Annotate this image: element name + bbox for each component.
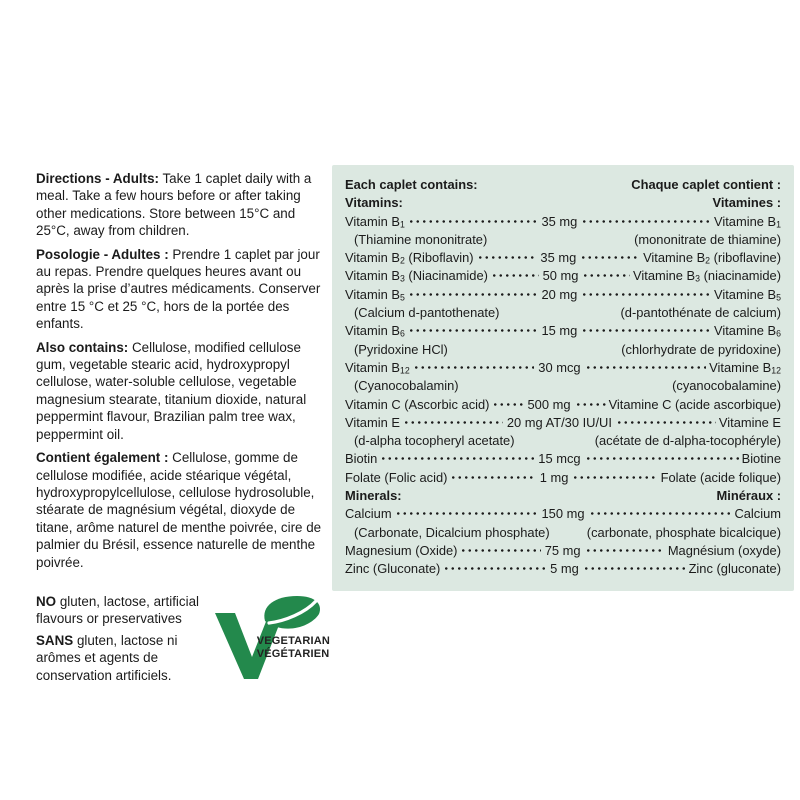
dot-leader bbox=[443, 562, 546, 574]
nutrient-name-en: Biotin bbox=[345, 451, 378, 467]
paragraph-lead: Directions - Adults: bbox=[36, 171, 159, 186]
dot-leader bbox=[403, 415, 503, 427]
nutrient-amount: 20 mg bbox=[541, 286, 578, 302]
nutrient-rows bbox=[345, 194, 781, 578]
nutrient-name-fr: Vitamine $B_3$ (niacinamide) bbox=[633, 268, 782, 285]
nutrient-name-fr: Vitamine $B_6$ bbox=[714, 323, 781, 339]
nutrient-name-en: Vitamin $B_{12}$ bbox=[345, 359, 410, 376]
paragraph-list bbox=[36, 170, 332, 571]
dot-leader bbox=[585, 452, 739, 464]
nutrient-amount: 1 mg bbox=[539, 469, 569, 485]
nutrient-source-en: (Calcium d-pantothenate) bbox=[354, 305, 500, 321]
nutrient-name-fr: Zinc (gluconate) bbox=[688, 561, 781, 577]
nutrient-name-en: Magnesium (Oxide) bbox=[345, 542, 458, 558]
nutrient-subrow bbox=[345, 304, 781, 322]
nutrient-source-en: (Pyridoxine HCl) bbox=[354, 341, 448, 357]
nutrient-row bbox=[345, 267, 781, 285]
nutrient-amount: 150 mg bbox=[541, 506, 585, 522]
nutrient-source-fr: (d-pantothénate de calcium) bbox=[620, 305, 781, 321]
paragraph-lead: Also contains: bbox=[36, 339, 129, 355]
vegetarian-badge bbox=[213, 595, 332, 679]
nutrient-source-fr: (acétate de d-alpha-tocophéryle) bbox=[594, 433, 781, 449]
dot-leader bbox=[585, 360, 707, 372]
nutrient-name-fr: Folate (acide folique) bbox=[660, 469, 782, 485]
nutrient-name-en: Vitamin $B_3$ (Niacinamide) bbox=[345, 268, 488, 285]
nutrient-subrow bbox=[345, 432, 781, 450]
dot-leader bbox=[616, 415, 716, 427]
nutrient-amount: 35 mg bbox=[540, 250, 577, 266]
nutrient-source-fr: (chlorhydrate de pyridoxine) bbox=[621, 341, 781, 357]
paragraph-lead: Posologie - Adultes : bbox=[36, 246, 169, 262]
nutrient-name-fr: Biotine bbox=[741, 451, 782, 467]
info-column bbox=[36, 170, 332, 688]
nutrient-row bbox=[345, 213, 781, 231]
nutrient-name-en: Vitamin $B_5$ bbox=[345, 286, 405, 303]
nutrient-source-en: (Carbonate, Dicalcium phosphate) bbox=[354, 524, 550, 540]
nutrient-name-fr: Vitamine C (acide ascorbique) bbox=[608, 396, 781, 412]
section-title-row bbox=[345, 487, 781, 505]
nutrient-source-fr: (cyanocobalamine) bbox=[672, 378, 781, 394]
nutrient-name-en: Vitamin $B_1$ bbox=[345, 213, 405, 230]
nutrient-name-en: Vitamin $B_6$ bbox=[345, 323, 405, 339]
nutrient-source-en: (Thiamine mononitrate) bbox=[354, 231, 488, 247]
badge-text bbox=[257, 635, 330, 662]
badge-label-en: VEGETARIAN bbox=[256, 634, 331, 647]
nutrient-name-en: Vitamin C (Ascorbic acid) bbox=[345, 396, 490, 412]
nutrient-subrow bbox=[345, 341, 781, 359]
nutrient-row bbox=[345, 359, 781, 377]
nutrient-row bbox=[345, 322, 781, 340]
dot-leader bbox=[581, 214, 711, 226]
section-title-en: Minerals: bbox=[345, 488, 402, 504]
nutrient-name-fr: Vitamine $B_5$ bbox=[714, 286, 781, 303]
nutrient-amount: 500 mg bbox=[527, 396, 571, 412]
claims-and-badge bbox=[36, 593, 332, 688]
dot-leader bbox=[491, 269, 539, 281]
dot-leader bbox=[575, 397, 606, 409]
section-title-fr: Minéraux : bbox=[716, 488, 781, 504]
nutrient-name-en: Folate (Folic acid) bbox=[345, 469, 448, 485]
nutrient-name-fr: Vitamine $B_2$ (riboflavine) bbox=[643, 250, 781, 266]
nutrient-amount: 50 mg bbox=[542, 268, 579, 284]
claim-paragraph: NO gluten, lactose, artificial flavours or preservatives bbox=[36, 593, 199, 627]
nutrient-row bbox=[345, 542, 781, 560]
dot-leader bbox=[581, 324, 711, 336]
nutrient-source-fr: (mononitrate de thiamine) bbox=[634, 231, 781, 247]
dot-leader bbox=[583, 562, 686, 574]
dot-leader bbox=[580, 251, 640, 263]
nutrient-source-fr: (carbonate, phosphate bicalcique) bbox=[586, 524, 781, 540]
dot-leader bbox=[477, 251, 537, 263]
dot-leader bbox=[581, 287, 711, 299]
nutrient-amount: 20 mg AT/30 IU/UI bbox=[506, 414, 612, 430]
paragraph-lead: Contient également : bbox=[36, 450, 169, 466]
nutrient-source-en: (Cyanocobalamin) bbox=[354, 378, 459, 394]
nutrient-row bbox=[345, 505, 781, 523]
nutrient-name-fr: Vitamine E bbox=[718, 414, 781, 430]
nutrient-row bbox=[345, 286, 781, 304]
paragraph-lead: NO bbox=[36, 593, 57, 609]
nutrient-name-fr: Magnésium (oxyde) bbox=[667, 542, 782, 558]
dot-leader bbox=[450, 470, 535, 482]
dot-leader bbox=[585, 543, 665, 555]
panel-header-en: Each caplet contains: bbox=[345, 177, 478, 192]
dot-leader bbox=[408, 324, 538, 336]
info-paragraph: Also contains: Cellulose, modified cellulose gum, vegetable stearic acid, hydroxypropyl cellulose, water-soluble cellulose, vegetable magnesium stearate, titanium dioxide, natural peppermint flavour, Brazilian palm tree wax, peppermint oil. bbox=[36, 339, 307, 442]
info-paragraph: Posologie - Adultes : Prendre 1 caplet par jour au repas. Prendre quelques heures avant ou après la prise d’autres médicaments. Conserver entre 15 °C et 25 °C, hors de la portée des enfants. bbox=[36, 246, 321, 332]
nutrient-name-en: Vitamin E bbox=[345, 414, 400, 430]
badge-label-fr: VÉGÉTARIEN bbox=[256, 648, 330, 661]
nutrient-subrow bbox=[345, 377, 781, 395]
dot-leader bbox=[380, 452, 534, 464]
nutrient-row bbox=[345, 396, 781, 414]
dot-leader bbox=[408, 214, 538, 226]
nutrient-amount: 15 mg bbox=[541, 323, 578, 339]
dot-leader bbox=[408, 287, 538, 299]
dot-leader bbox=[460, 543, 540, 555]
nutrient-row bbox=[345, 414, 781, 432]
info-paragraph: Contient également : Cellulose, gomme de cellulose modifiée, acide stéarique végétal, hydroxypropylcellulose, cellulose hydrosoluble, stéarate de magnésium végétal, dioxyde de titane, arôme naturel de menthe poivrée, cire de palmier du Brésil, essence naturelle de menthe poivrée. bbox=[36, 450, 322, 570]
nutrient-amount: 30 mcg bbox=[538, 359, 581, 375]
nutrient-name-en: Vitamin $B_2$ (Riboflavin) bbox=[345, 250, 474, 266]
nutrient-subrow bbox=[345, 231, 781, 249]
dot-leader bbox=[589, 507, 732, 519]
nutrient-name-fr: Calcium bbox=[734, 506, 781, 522]
nutrient-row bbox=[345, 469, 781, 487]
nutrient-amount: 75 mg bbox=[544, 542, 581, 558]
nutrient-row bbox=[345, 249, 781, 267]
dot-leader bbox=[572, 470, 657, 482]
panel-header-fr: Chaque caplet contient : bbox=[631, 177, 781, 192]
nutrient-row bbox=[345, 560, 781, 578]
dot-leader bbox=[492, 397, 523, 409]
nutrient-name-en: Zinc (Gluconate) bbox=[345, 561, 441, 577]
info-paragraph: Directions - Adults: Take 1 caplet daily with a meal. Take a few hours before or after taking other medications. Store between 15°C and 25°C, away from children. bbox=[36, 171, 312, 239]
nutrient-source-en: (d-alpha tocopheryl acetate) bbox=[354, 433, 515, 449]
section-title-en: Vitamins: bbox=[345, 195, 403, 211]
claims-block bbox=[36, 593, 207, 688]
dot-leader bbox=[413, 360, 535, 372]
section-title-fr: Vitamines : bbox=[712, 195, 781, 211]
supplement-facts-panel bbox=[332, 165, 794, 591]
panel-header-row bbox=[345, 176, 781, 194]
paragraph-lead: SANS bbox=[36, 632, 74, 648]
dot-leader bbox=[582, 269, 630, 281]
section-title-row bbox=[345, 194, 781, 212]
nutrient-amount: 15 mcg bbox=[538, 451, 581, 467]
nutrient-amount: 5 mg bbox=[550, 561, 579, 577]
nutrient-subrow bbox=[345, 524, 781, 542]
nutrient-name-fr: Vitamine $B_1$ bbox=[714, 213, 781, 230]
claim-paragraph: SANS gluten, lactose ni arômes et agents de conservation artificiels. bbox=[36, 632, 178, 683]
nutrient-row bbox=[345, 450, 781, 468]
nutrient-amount: 35 mg bbox=[541, 213, 578, 229]
nutrient-name-fr: Vitamine $B_{12}$ bbox=[709, 359, 782, 376]
dot-leader bbox=[395, 507, 538, 519]
nutrient-name-en: Calcium bbox=[345, 506, 392, 522]
